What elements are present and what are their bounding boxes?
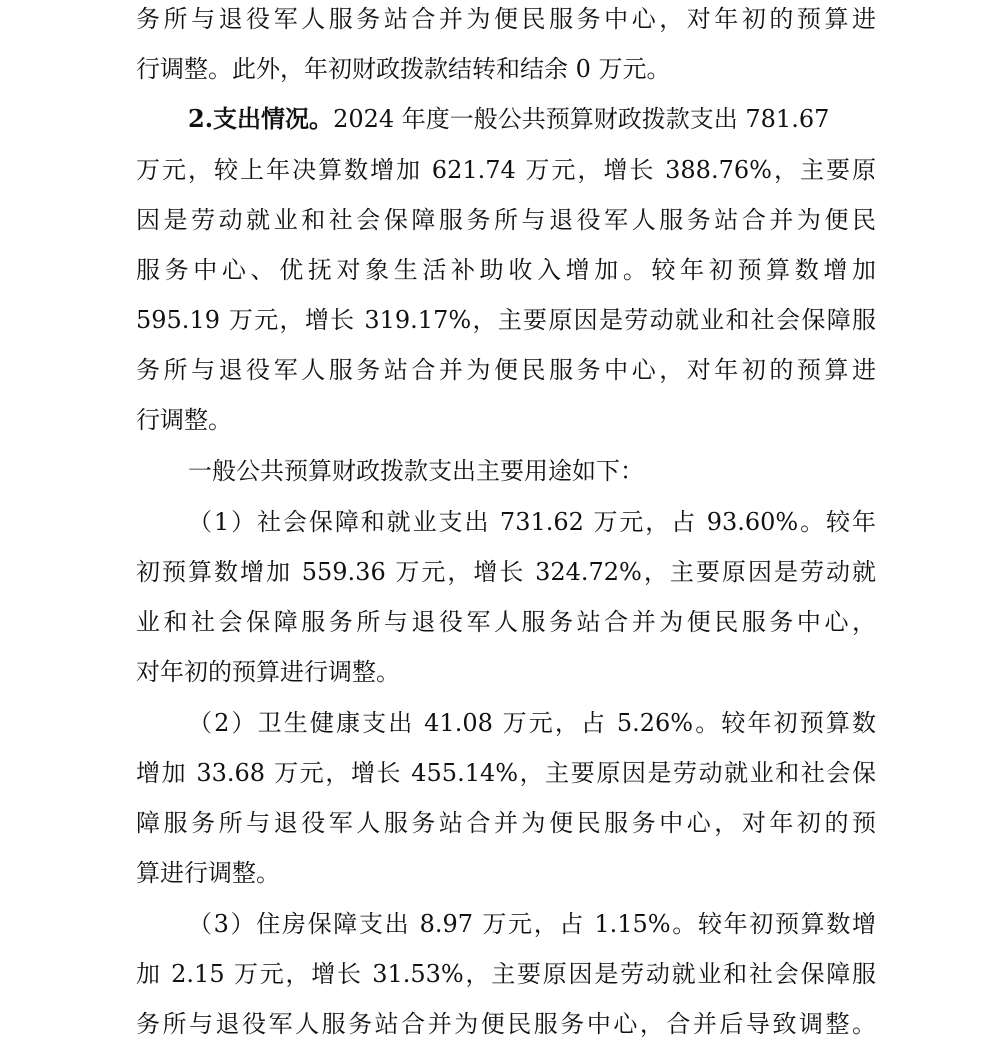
text-line: （1）社会保障和就业支出 731.62 万元，占 93.60%。较年	[188, 508, 876, 536]
text-line: 增加 33.68 万元，增长 455.14%，主要原因是劳动就业和社会保	[136, 759, 876, 787]
text-line: 万元，较上年决算数增加 621.74 万元，增长 388.76%，主要原	[136, 156, 876, 184]
text-line: 对年初的预算进行调整。	[136, 658, 400, 686]
text-line: 行调整。	[136, 406, 232, 434]
text-line: 一般公共预算财政拨款支出主要用途如下：	[188, 457, 644, 485]
text-line: 务所与退役军人服务站合并为便民服务中心，合并后导致调整。	[136, 1010, 876, 1038]
text-line	[188, 94, 876, 144]
text-line: 因是劳动就业和社会保障服务所与退役军人服务站合并为便民	[136, 206, 876, 234]
text-line: 初预算数增加 559.36 万元，增长 324.72%，主要原因是劳动就	[136, 558, 876, 586]
text-line: 595.19 万元，增长 319.17%，主要原因是劳动就业和社会保障服	[136, 306, 876, 334]
section-heading: 2.支出情况。	[188, 104, 334, 133]
text-line: （2）卫生健康支出 41.08 万元，占 5.26%。较年初预算数	[188, 709, 876, 737]
text-line: 算进行调整。	[136, 859, 280, 887]
text-line: 障服务所与退役军人服务站合并为便民服务中心，对年初的预	[136, 809, 876, 837]
text-line: 服务中心、优抚对象生活补助收入增加。较年初预算数增加	[136, 256, 876, 284]
text-line: 业和社会保障服务所与退役军人服务站合并为便民服务中心，	[136, 608, 876, 636]
text-line: 务所与退役军人服务站合并为便民服务中心，对年初的预算进	[136, 5, 876, 33]
text-line: 务所与退役军人服务站合并为便民服务中心，对年初的预算进	[136, 356, 876, 384]
text-line: （3）住房保障支出 8.97 万元，占 1.15%。较年初预算数增	[188, 910, 876, 938]
text-line: 行调整。此外，年初财政拨款结转和结余 0 万元。	[136, 55, 671, 83]
text-line: 加 2.15 万元，增长 31.53%，主要原因是劳动就业和社会保障服	[136, 960, 876, 988]
text-run: 2024 年度一般公共预算财政拨款支出 781.67	[333, 105, 830, 133]
